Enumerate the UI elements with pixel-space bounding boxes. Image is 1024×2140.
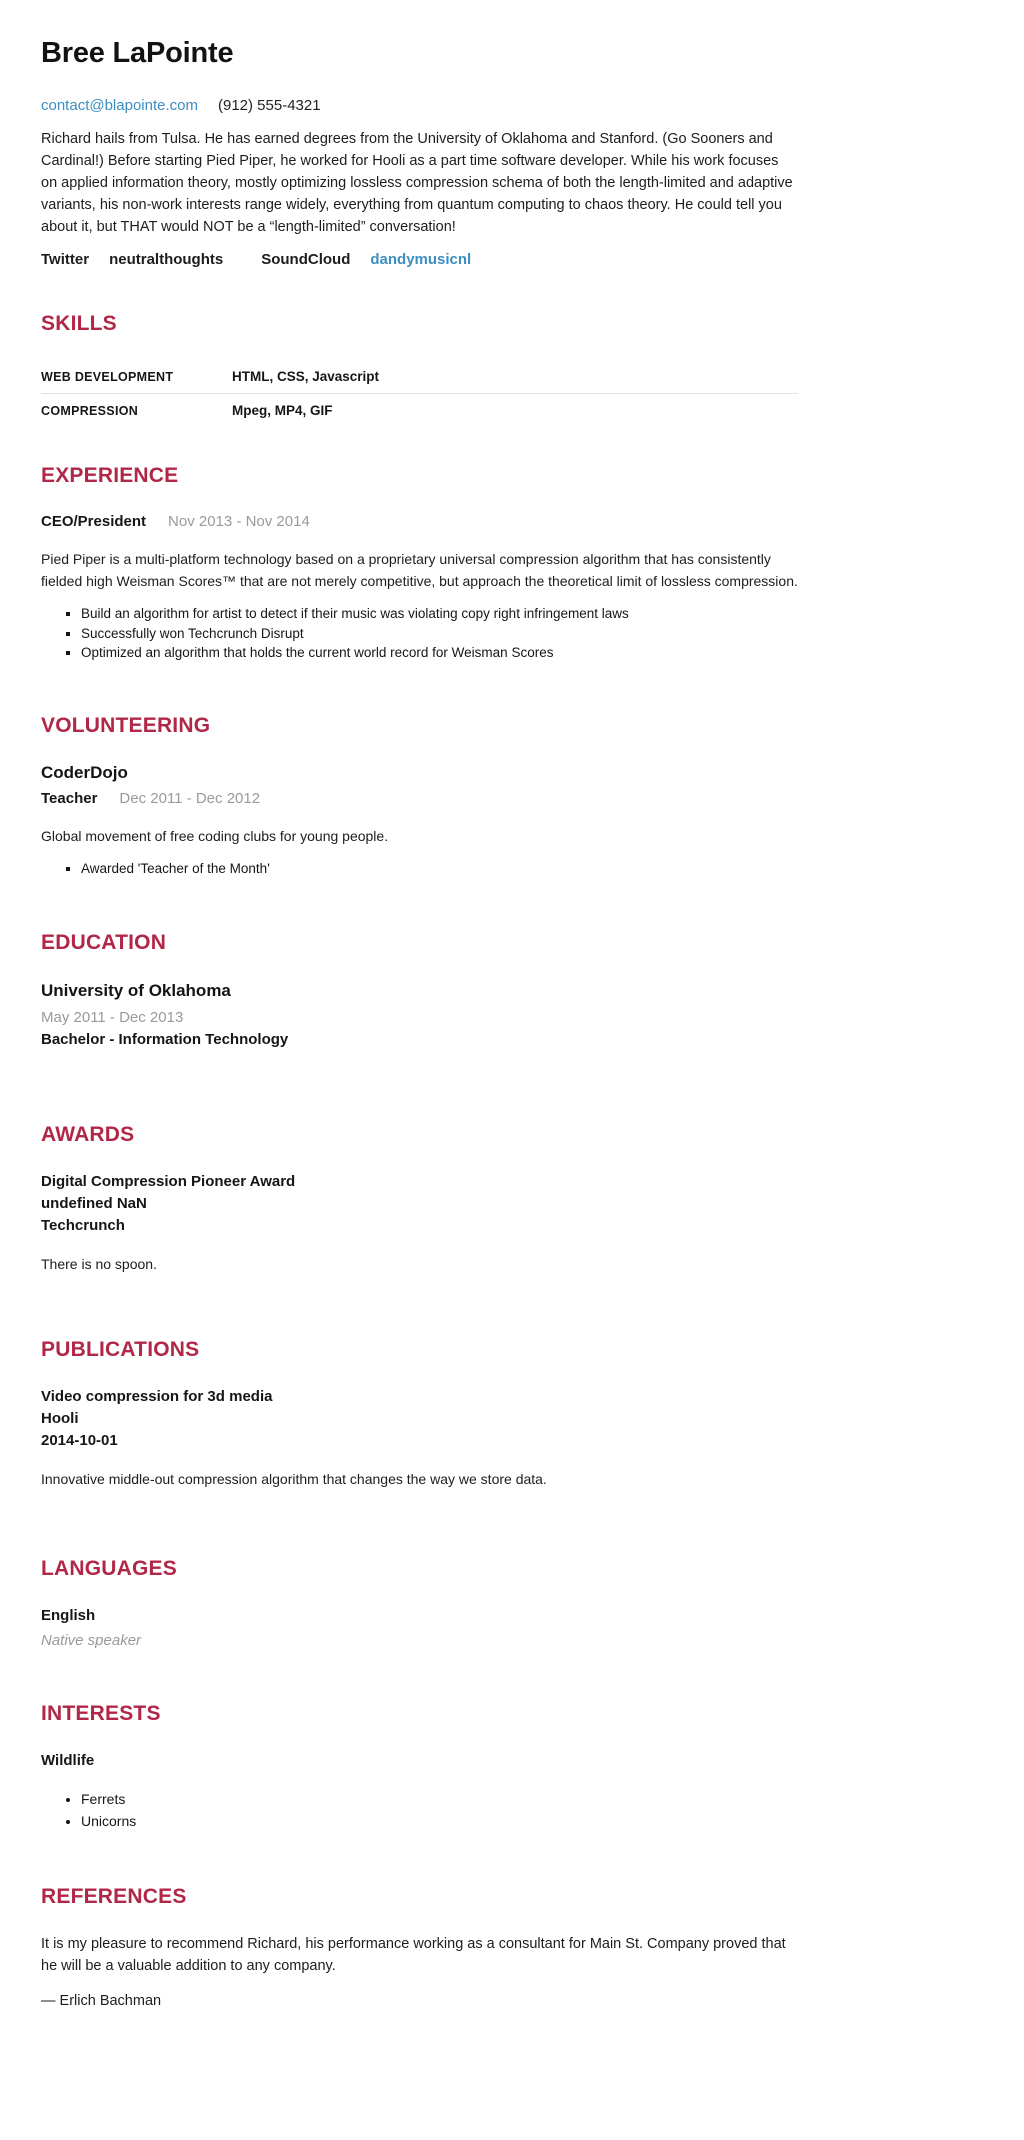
highlight-item: ▪ Successfully won Techcrunch Disrupt: [81, 624, 798, 644]
section-education: [41, 930, 798, 1049]
email-link[interactable]: contact@blapointe.com: [41, 96, 198, 114]
profile-item: [261, 251, 471, 269]
section-volunteering: [41, 713, 798, 879]
social-profiles: [41, 251, 798, 269]
job-title-row: [41, 512, 798, 532]
section-languages: [41, 1556, 798, 1651]
section-title-skills: SKILLS: [41, 311, 117, 335]
reference-text: It is my pleasure to recommend Richard, his performance working as a consultant for Main St. Company proved that he will be a valuable addition to any company.: [41, 1936, 786, 1975]
keyword-item: • Unicorns: [81, 1810, 798, 1832]
profile-network: SoundCloud: [261, 250, 351, 268]
candidate-name: Bree LaPointe: [41, 37, 234, 69]
section-publications: [41, 1337, 798, 1490]
phone-number: (912) 555-4321: [217, 96, 321, 114]
resume-content: [41, 36, 798, 2011]
section-title-publications: PUBLICATIONS: [41, 1337, 200, 1361]
publication-summary: Innovative middle-out compression algorithm that changes the way we store data.: [41, 1470, 547, 1487]
keyword-item: • Ferrets: [81, 1788, 798, 1810]
publication-publisher: Hooli: [41, 1409, 79, 1427]
profile-username-link[interactable]: dandymusicnl: [370, 250, 472, 268]
job-dates: Nov 2013 - Nov 2014: [168, 513, 310, 531]
contact-row: [41, 97, 798, 115]
highlight-item: ▪ Awarded 'Teacher of the Month': [81, 859, 798, 879]
publication-date: 2014-10-01: [41, 1431, 118, 1449]
volunteer-summary: Global movement of free coding clubs for young people.: [41, 827, 389, 844]
organization-name: CoderDojo: [41, 762, 128, 782]
section-title-awards: AWARDS: [41, 1122, 135, 1146]
section-references: [41, 1884, 798, 2011]
skill-name: COMPRESSION: [41, 403, 139, 418]
language-name: English: [41, 1607, 96, 1625]
degree: Bachelor - Information Technology: [41, 1030, 289, 1048]
section-title-experience: EXPERIENCE: [41, 463, 179, 487]
publication-title: Video compression for 3d media: [41, 1387, 273, 1405]
award-date: undefined NaN: [41, 1194, 147, 1212]
interest-name: Wildlife: [41, 1752, 95, 1770]
section-awards: [41, 1122, 798, 1275]
profile-summary: Richard hails from Tulsa. He has earned degrees from the University of Oklahoma and Stanford. (Go Sooners and Cardinal!) Before starting Pied Piper, he worked for Hooli as a part time software developer. While his work focuses on applied information theory, mostly optimizing lossless compression schema of both the length-limited and adaptive variants, his non-work interests range widely, everything from quantum computing to chaos theory. He could tell you about it, but THAT would NOT be a “length-limited” conversation!: [41, 130, 793, 235]
section-interests: [41, 1701, 798, 1832]
award-summary: There is no spoon.: [41, 1255, 157, 1272]
skill-keywords: HTML, CSS, Javascript: [232, 368, 380, 384]
section-experience: [41, 463, 798, 663]
skill-row: [41, 360, 798, 393]
volunteer-title-row: [41, 789, 798, 809]
profile-network: Twitter: [41, 250, 90, 268]
section-skills: [41, 311, 798, 427]
section-title-languages: LANGUAGES: [41, 1556, 177, 1580]
award-title: Digital Compression Pioneer Award: [41, 1172, 296, 1190]
profile-item: [41, 251, 223, 269]
highlight-item: ▪ Optimized an algorithm that holds the current world record for Weisman Scores: [81, 643, 798, 663]
language-fluency: Native speaker: [41, 1632, 142, 1650]
volunteer-highlights: [41, 859, 798, 879]
section-title-volunteering: VOLUNTEERING: [41, 713, 211, 737]
skill-keywords: Mpeg, MP4, GIF: [232, 402, 333, 418]
reference-attribution: — Erlich Bachman: [41, 1993, 162, 2010]
interest-keywords: [41, 1788, 798, 1832]
institution-name: University of Oklahoma: [41, 980, 231, 1000]
section-title-references: REFERENCES: [41, 1885, 187, 1909]
job-highlights: [41, 604, 798, 663]
highlight-item: ▪ Build an algorithm for artist to detect if their music was violating copy right infringement laws: [81, 604, 798, 624]
job-title: CEO/President: [41, 513, 147, 531]
profile-username: neutralthoughts: [109, 250, 224, 268]
volunteer-position: Teacher: [41, 789, 98, 807]
skill-row: [41, 393, 798, 427]
volunteer-dates: Dec 2011 - Dec 2012: [119, 789, 261, 807]
section-title-education: EDUCATION: [41, 931, 167, 955]
study-dates: May 2011 - Dec 2013: [41, 1008, 184, 1026]
section-title-interests: INTERESTS: [41, 1702, 161, 1726]
skill-name: WEB DEVELOPMENT: [41, 369, 174, 384]
award-awarder: Techcrunch: [41, 1216, 125, 1234]
job-summary: Pied Piper is a multi-platform technology based on a proprietary universal compression algorithm that has consistently fielded high Weisman Scores™ that are not merely competitive, but approach the theoretical limit of lossless compression.: [41, 551, 798, 590]
